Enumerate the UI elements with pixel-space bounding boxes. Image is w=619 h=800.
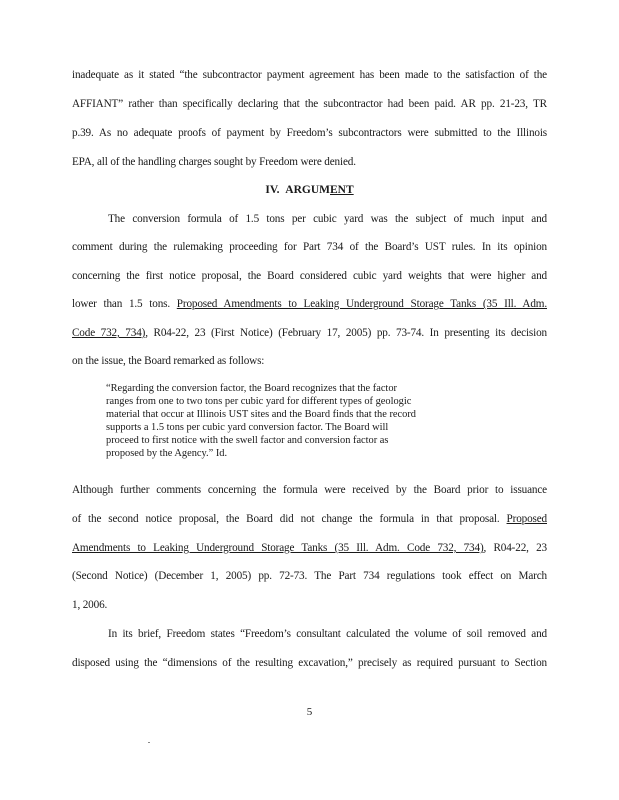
body-text-line: The conversion formula of 1.5 tons per cubic yard was the subject of much input and xyxy=(108,213,547,225)
block-quote-line: proposed by the Agency.” Id. xyxy=(106,448,228,459)
text-segment: lower than 1.5 tons. xyxy=(72,298,177,310)
heading-word-end: ENT xyxy=(330,184,354,196)
scan-speck xyxy=(148,742,150,743)
body-text-line: comment during the rulemaking proceeding for Part 734 of the Board’s UST rules. In its opinion xyxy=(72,241,547,253)
body-text-line: AFFIANT” rather than specifically declaring that the subcontractor had been paid. AR pp. 21-23, TR xyxy=(72,98,547,110)
heading-word-start: ARGUM xyxy=(285,184,330,196)
block-quote-line: proceed to first notice with the swell factor and conversion factor as xyxy=(106,435,389,446)
block-quote-line: ranges from one to two tons per cubic yard for different types of geologic xyxy=(106,396,412,407)
case-citation: Code 732, 734) xyxy=(72,327,146,339)
page-number: 5 xyxy=(306,706,313,718)
body-text-line: (Second Notice) (December 1, 2005) pp. 72-73. The Part 734 regulations took effect on March xyxy=(72,570,547,582)
case-citation: Proposed xyxy=(506,513,547,525)
body-text-line: EPA, all of the handling charges sought by Freedom were denied. xyxy=(72,156,356,168)
body-text-line: disposed using the “dimensions of the resulting excavation,” precisely as required pursuant to Section xyxy=(72,657,547,669)
block-quote-line: supports a 1.5 tons per cubic yard conversion factor. The Board will xyxy=(106,422,389,433)
block-quote-line: “Regarding the conversion factor, the Board recognizes that the factor xyxy=(106,383,397,394)
body-text-line: p.39. As no adequate proofs of payment by Freedom’s subcontractors were submitted to the Illinois xyxy=(72,127,547,139)
text-segment: , R04-22, 23 (First Notice) (February 17, 2005) pp. 73-74. In presenting its decision xyxy=(145,327,547,339)
body-text-line: on the issue, the Board remarked as follows: xyxy=(72,355,265,367)
body-text-line xyxy=(72,297,547,311)
body-text-line: concerning the first notice proposal, the Board considered cubic yard weights that were higher and xyxy=(72,270,547,282)
section-heading xyxy=(0,183,619,197)
body-text-line xyxy=(72,512,547,526)
body-text-line: 1, 2006. xyxy=(72,599,108,611)
body-text-line: inadequate as it stated “the subcontractor payment agreement has been made to the satisfaction of the xyxy=(72,69,547,81)
case-citation: Amendments to Leaking Underground Storage Tanks (35 Ill. Adm. Code 732, 734) xyxy=(72,542,484,554)
body-text-line: In its brief, Freedom states “Freedom’s consultant calculated the volume of soil removed and xyxy=(108,628,547,640)
body-text-line: Although further comments concerning the formula were received by the Board prior to issuance xyxy=(72,484,547,496)
body-text-line xyxy=(72,541,547,555)
case-citation: Proposed Amendments to Leaking Underground Storage Tanks (35 Ill. Adm. xyxy=(176,298,548,310)
text-segment: , R04-22, 23 xyxy=(483,542,547,554)
heading-numeral: IV. xyxy=(265,184,280,196)
body-text-line xyxy=(72,326,547,340)
block-quote-line: material that occur at Illinois UST sites and the Board finds that the record xyxy=(106,409,416,420)
text-segment: of the second notice proposal, the Board did not change the formula in that proposal. xyxy=(72,513,507,525)
